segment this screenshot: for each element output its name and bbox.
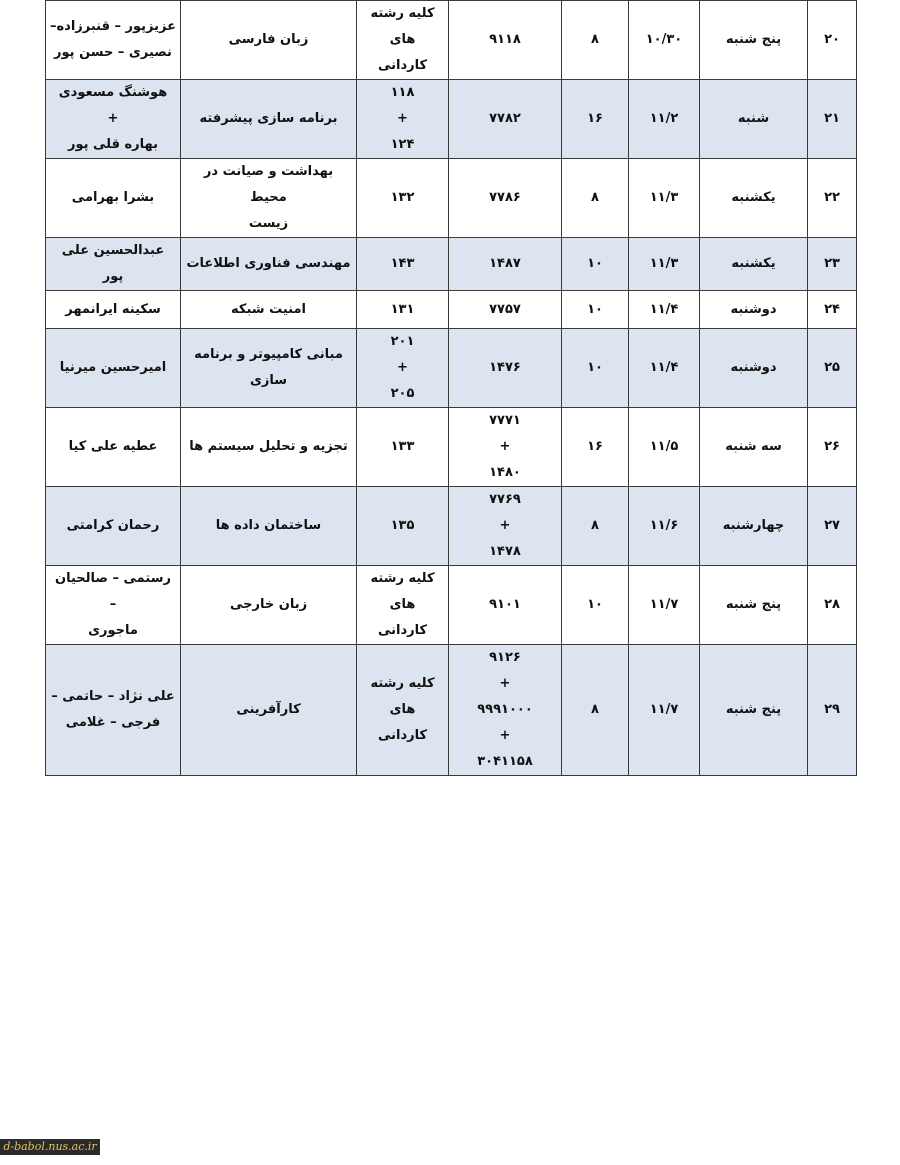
group-cell-line: ۲۰۵	[390, 386, 415, 401]
group-cell	[357, 408, 449, 487]
group-cell-line: ۱۳۲	[390, 190, 415, 205]
teacher-cell	[46, 329, 181, 408]
group-cell	[357, 487, 449, 566]
course-cell	[181, 329, 357, 408]
count-cell: ۱۰	[562, 238, 629, 291]
group-cell-line: کاردانی	[377, 728, 428, 743]
row-number-cell: ۲۸	[808, 566, 857, 645]
teacher-cell-line: عبدالحسین علی پور	[61, 243, 165, 284]
teacher-cell-line: +	[107, 111, 119, 126]
course-cell	[181, 159, 357, 238]
course-cell	[181, 487, 357, 566]
teacher-cell-line: عطیه علی کیا	[68, 439, 158, 454]
group-cell-line: کلیه رشته های	[370, 571, 435, 612]
row-number-cell: ۲۲	[808, 159, 857, 238]
teacher-cell-line: رستمی – صالحیان –	[55, 571, 171, 612]
course-code-cell-line: ۹۱۲۶	[489, 650, 521, 665]
group-cell-line: +	[397, 111, 408, 126]
course-code-cell	[449, 238, 562, 291]
teacher-cell	[46, 1, 181, 80]
course-code-cell-line: ۹۱۱۸	[489, 32, 521, 47]
course-cell-line: زیست	[248, 216, 289, 231]
exam-schedule-table	[45, 0, 857, 776]
date-cell: ۱۱/۶	[629, 487, 700, 566]
day-cell: پنج شنبه	[700, 1, 808, 80]
course-cell-line: ساختمان داده ها	[215, 518, 322, 533]
course-code-cell-line: ۱۴۸۰	[489, 465, 521, 480]
group-cell	[357, 645, 449, 776]
course-code-cell-line: ۱۴۸۷	[489, 256, 521, 271]
day-cell: پنج شنبه	[700, 566, 808, 645]
teacher-cell-line: سکینه ایرانمهر	[65, 301, 161, 317]
table-row	[46, 80, 857, 159]
teacher-cell	[46, 645, 181, 776]
date-cell: ۱۱/۴	[629, 291, 700, 329]
row-number-cell: ۲۶	[808, 408, 857, 487]
teacher-cell-line: فرجی – غلامی	[65, 715, 161, 730]
day-cell: شنبه	[700, 80, 808, 159]
date-cell: ۱۱/۲	[629, 80, 700, 159]
course-code-cell-line: ۹۹۹۱۰۰۰	[477, 702, 533, 717]
group-cell-line: ۱۱۸	[390, 85, 415, 100]
teacher-cell	[46, 80, 181, 159]
group-cell-line: ۲۰۱	[390, 334, 415, 349]
course-cell-line: مبانی کامپیوتر و برنامه سازی	[194, 347, 343, 388]
count-cell: ۸	[562, 487, 629, 566]
row-number-cell: ۲۷	[808, 487, 857, 566]
course-cell-line: بهداشت و صیانت در محیط	[203, 164, 334, 205]
group-cell-line: ۱۳۱	[390, 301, 415, 317]
count-cell: ۸	[562, 159, 629, 238]
group-cell-line: کاردانی	[377, 623, 428, 638]
teacher-cell	[46, 291, 181, 329]
count-cell: ۱۰	[562, 566, 629, 645]
date-cell: ۱۱/۷	[629, 645, 700, 776]
course-code-cell-line: +	[499, 728, 511, 743]
group-cell	[357, 80, 449, 159]
course-code-cell-line: +	[499, 439, 511, 454]
count-cell: ۱۰	[562, 329, 629, 408]
count-cell: ۱۰	[562, 291, 629, 329]
table-row	[46, 329, 857, 408]
date-cell: ۱۱/۳	[629, 238, 700, 291]
date-cell: ۱۱/۷	[629, 566, 700, 645]
date-cell: ۱۰/۳۰	[629, 1, 700, 80]
group-cell-line: ۱۲۴	[390, 137, 415, 152]
table-row	[46, 291, 857, 329]
date-cell: ۱۱/۵	[629, 408, 700, 487]
course-code-cell	[449, 80, 562, 159]
day-cell: دوشنبه	[700, 329, 808, 408]
course-code-cell-line: +	[499, 676, 511, 691]
course-code-cell-line: ۷۷۷۱	[489, 413, 521, 428]
course-code-cell-line: ۷۷۸۲	[489, 111, 521, 126]
course-code-cell	[449, 1, 562, 80]
course-code-cell-line: ۷۷۵۷	[489, 301, 521, 317]
course-cell-line: زبان خارجی	[229, 597, 308, 612]
course-code-cell-line: +	[499, 518, 511, 533]
group-cell	[357, 1, 449, 80]
table-row	[46, 1, 857, 80]
course-code-cell	[449, 645, 562, 776]
group-cell-line: +	[397, 360, 408, 375]
group-cell	[357, 329, 449, 408]
date-cell: ۱۱/۳	[629, 159, 700, 238]
table-row	[46, 408, 857, 487]
course-code-cell-line: ۱۴۷۶	[489, 360, 521, 375]
table-row	[46, 566, 857, 645]
teacher-cell-line: بشرا بهرامی	[71, 190, 155, 205]
group-cell-line: کلیه رشته های	[370, 676, 435, 717]
course-cell-line: مهندسی فناوری اطلاعات	[186, 256, 351, 271]
row-number-cell: ۲۳	[808, 238, 857, 291]
course-cell-line: برنامه سازی پیشرفته	[199, 111, 338, 126]
teacher-cell	[46, 487, 181, 566]
course-cell	[181, 408, 357, 487]
course-code-cell-line: ۷۷۸۶	[489, 190, 521, 205]
teacher-cell-line: هوشنگ مسعودی	[58, 85, 168, 100]
day-cell: یکشنبه	[700, 238, 808, 291]
course-cell	[181, 566, 357, 645]
group-cell	[357, 291, 449, 329]
teacher-cell-line: ماجوری	[88, 623, 138, 638]
teacher-cell-line: نصیری – حسن پور	[54, 45, 172, 60]
group-cell-line: ۱۴۳	[390, 256, 415, 271]
count-cell: ۱۶	[562, 408, 629, 487]
day-cell: دوشنبه	[700, 291, 808, 329]
course-cell	[181, 80, 357, 159]
course-code-cell-line: ۱۴۷۸	[489, 544, 521, 559]
course-cell	[181, 1, 357, 80]
count-cell: ۸	[562, 1, 629, 80]
course-cell-line: زبان فارسی	[228, 32, 309, 47]
table-body	[46, 1, 857, 776]
course-cell	[181, 291, 357, 329]
group-cell-line: کلیه رشته های	[370, 6, 435, 47]
teacher-cell-line: بهاره قلی پور	[67, 137, 159, 152]
teacher-cell-line: عزیزپور – قنبرزاده–	[49, 19, 176, 34]
teacher-cell-line: امیرحسین میرنیا	[59, 360, 167, 375]
course-code-cell-line: ۷۷۶۹	[489, 492, 521, 507]
course-code-cell-line: ۳۰۴۱۱۵۸	[477, 754, 533, 769]
teacher-cell	[46, 238, 181, 291]
course-cell-line: کارآفرینی	[236, 702, 301, 717]
course-code-cell-line: ۹۱۰۱	[489, 597, 521, 612]
course-cell	[181, 645, 357, 776]
count-cell: ۱۶	[562, 80, 629, 159]
teacher-cell-line: علی نژاد – حاتمی –	[51, 689, 175, 704]
course-code-cell	[449, 487, 562, 566]
table-row	[46, 159, 857, 238]
course-code-cell	[449, 408, 562, 487]
course-cell-line: امنیت شبکه	[231, 301, 306, 317]
group-cell	[357, 159, 449, 238]
group-cell-line: ۱۳۵	[390, 518, 415, 533]
day-cell: چهارشنبه	[700, 487, 808, 566]
group-cell	[357, 566, 449, 645]
course-code-cell	[449, 329, 562, 408]
day-cell: سه شنبه	[700, 408, 808, 487]
group-cell-line: ۱۳۳	[390, 439, 415, 454]
course-cell-line: تجزیه و تحلیل سیستم ها	[189, 439, 348, 454]
course-cell	[181, 238, 357, 291]
site-watermark: d-babol.nus.ac.ir	[0, 1139, 100, 1155]
teacher-cell-line: رحمان کرامتی	[66, 518, 160, 533]
course-code-cell	[449, 566, 562, 645]
table-row	[46, 645, 857, 776]
group-cell	[357, 238, 449, 291]
day-cell: پنج شنبه	[700, 645, 808, 776]
row-number-cell: ۲۹	[808, 645, 857, 776]
teacher-cell	[46, 408, 181, 487]
row-number-cell: ۲۰	[808, 1, 857, 80]
table-row	[46, 238, 857, 291]
row-number-cell: ۲۵	[808, 329, 857, 408]
day-cell: یکشنبه	[700, 159, 808, 238]
table-row	[46, 487, 857, 566]
row-number-cell: ۲۴	[808, 291, 857, 329]
course-code-cell	[449, 291, 562, 329]
count-cell: ۸	[562, 645, 629, 776]
teacher-cell	[46, 566, 181, 645]
group-cell-line: کاردانی	[377, 58, 428, 73]
course-code-cell	[449, 159, 562, 238]
row-number-cell: ۲۱	[808, 80, 857, 159]
teacher-cell	[46, 159, 181, 238]
date-cell: ۱۱/۴	[629, 329, 700, 408]
